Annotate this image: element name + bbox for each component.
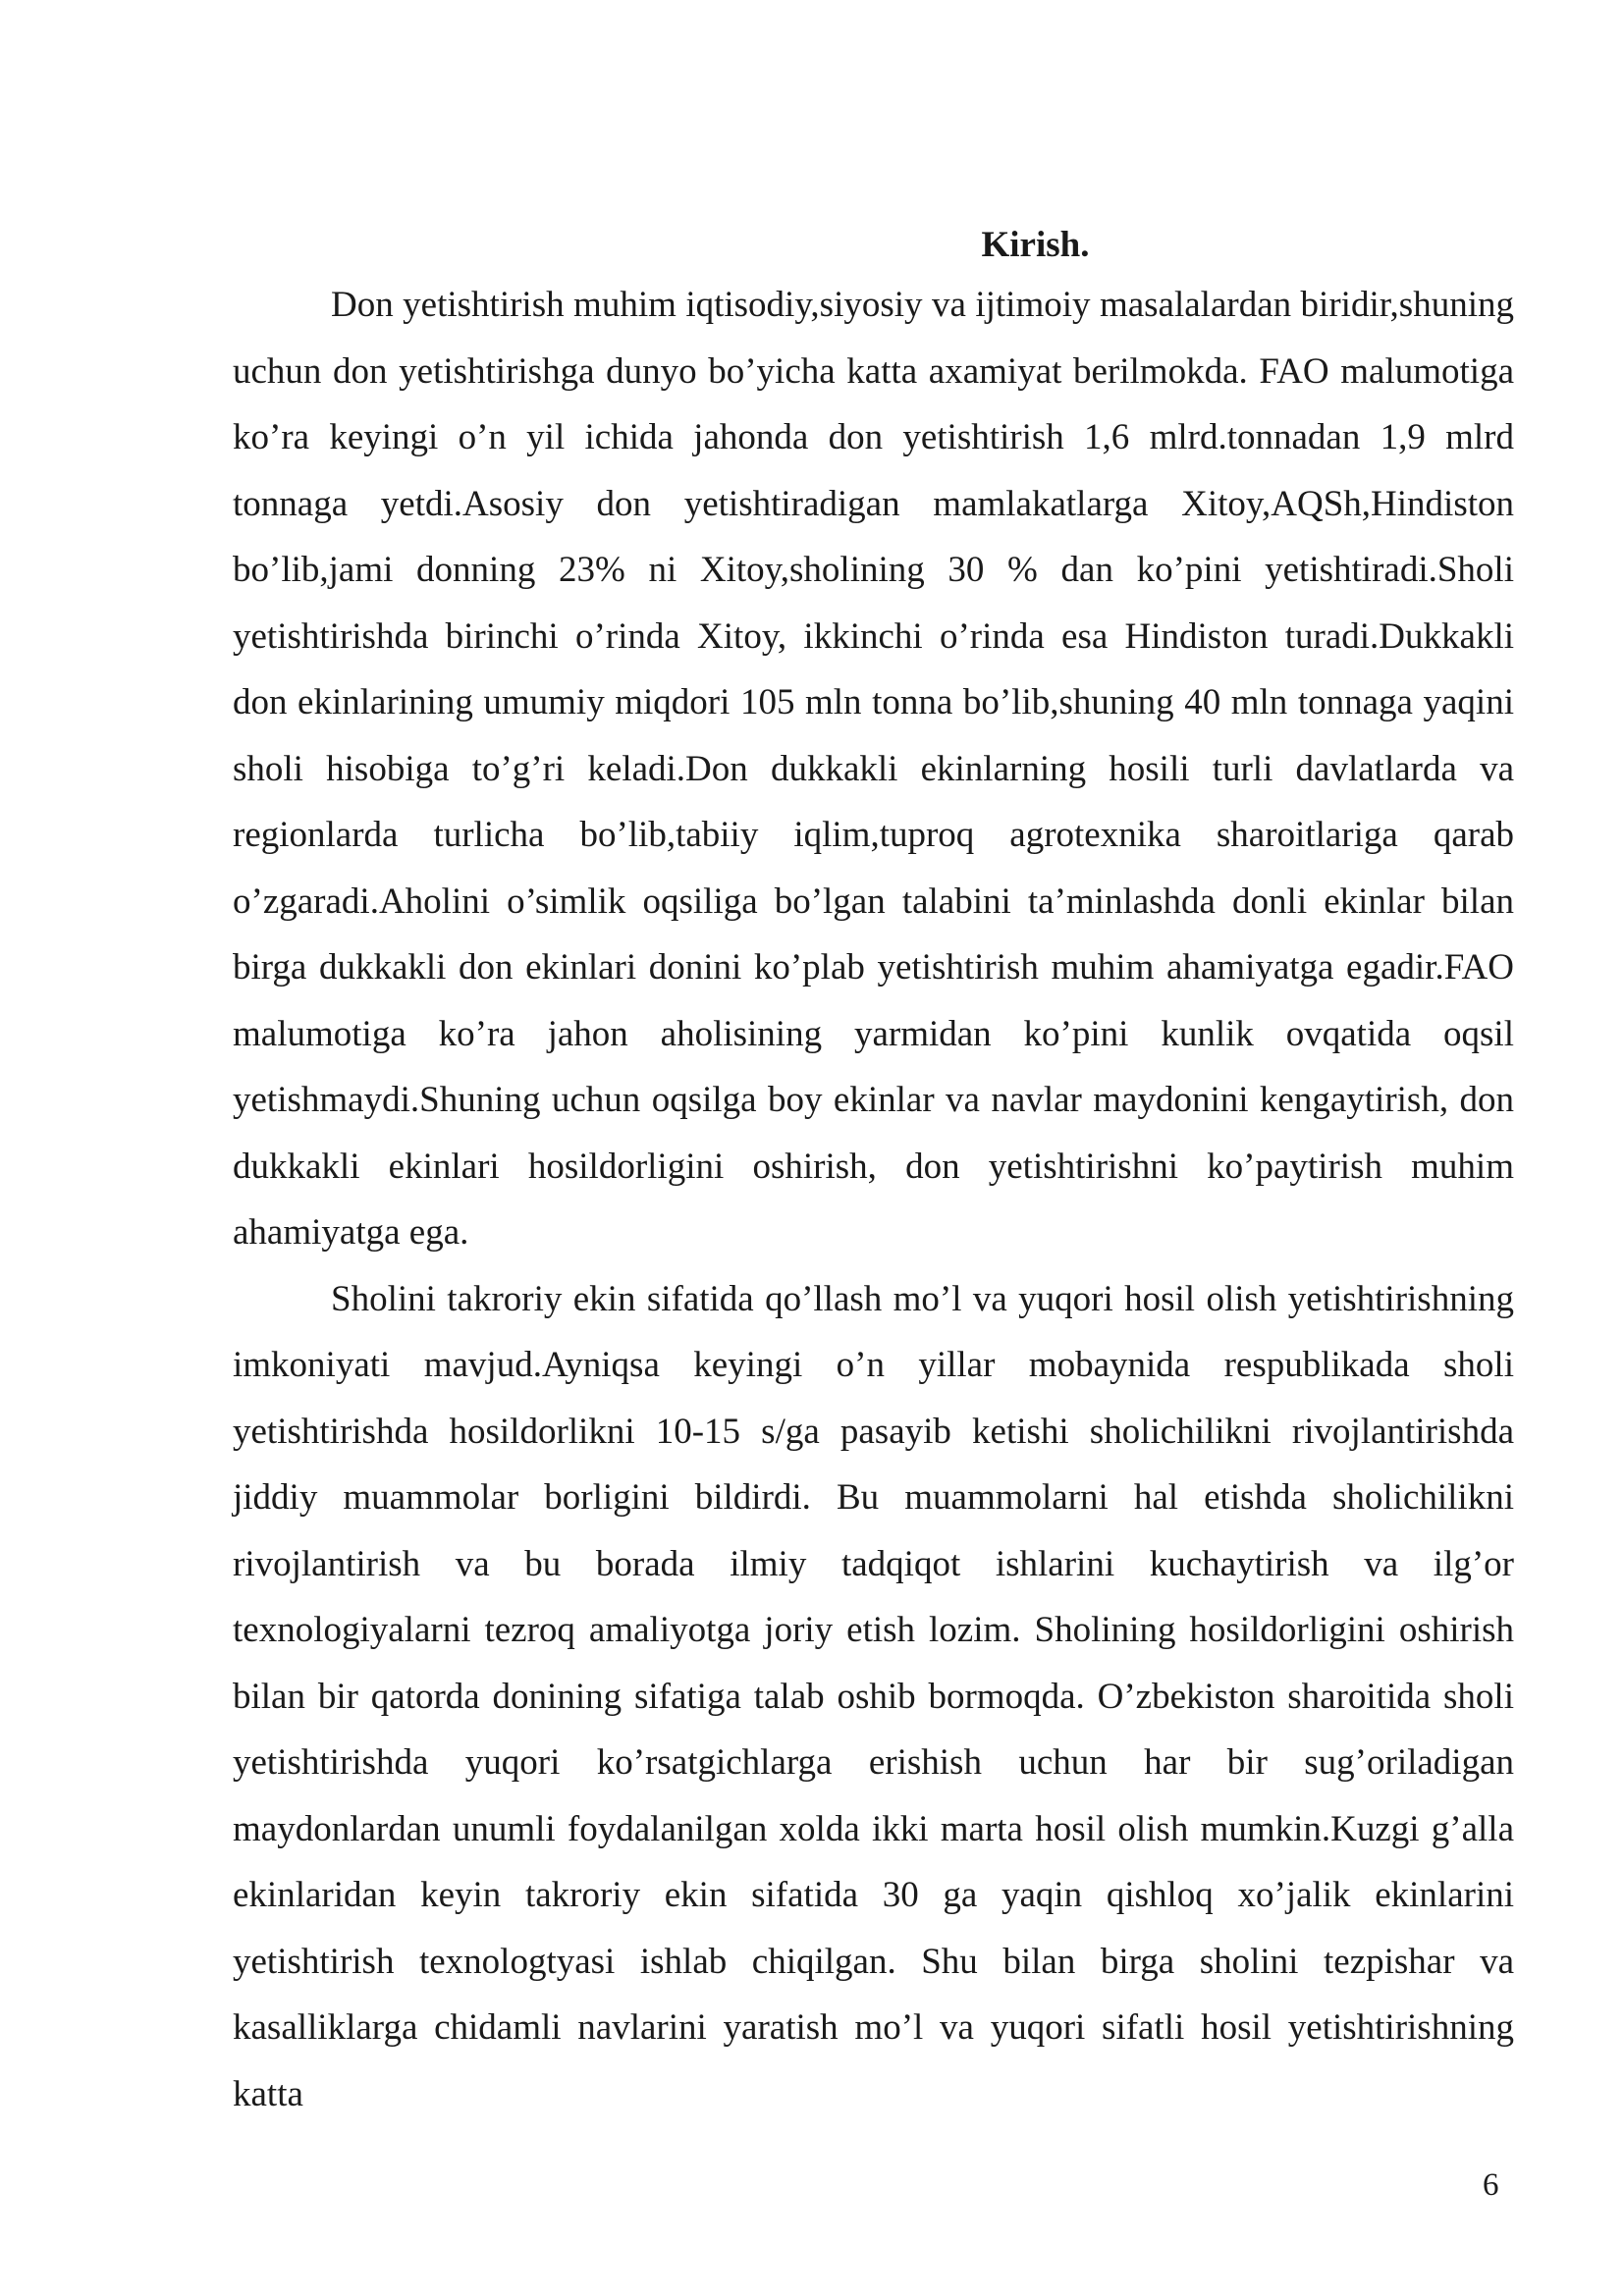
page-number: 6 bbox=[1483, 2167, 1499, 2203]
paragraph-1: Don yetishtirish muhim iqtisodiy,siyosiy va ijtimoiy masalalardan biridir,shuning uchun don yetishtirishga dunyo bo’yicha katta axamiyat berilmokda. FAO malumotiga ko’ra keyingi o’n yil ichida jahonda don yetishtirish 1,6 mlrd.tonnadan 1,9 mlrd tonnaga yetdi.Asosiy don yetishtiradigan mamlakatlarga Xitoy,AQSh,Hindiston bo’lib,jami donning 23% ni Xitoy,sholining 30 % dan ko’pini yetishtiradi.Sholi yetishtirishda birinchi o’rinda Xitoy, ikkinchi o’rinda esa Hindiston turadi.Dukkakli don ekinlarining umumiy miqdori 105 mln tonna bo’lib,shuning 40 mln tonnaga yaqini sholi hisobiga to’g’ri keladi.Don dukkakli ekinlarning hosili turli davlatlarda va regionlarda turlicha bo’lib,tabiiy iqlim,tuproq agrotexnika sharoitlariga qarab o’zgaradi.Aholini o’simlik oqsiliga bo’lgan talabini ta’minlashda donli ekinlar bilan birga dukkakli don ekinlari donini ko’plab yetishtirish muhim ahamiyatga egadir.FAO malumotiga ko’ra jahon aholisining yarmidan ko’pini kunlik ovqatida oqsil yetishmaydi.Shuning uchun oqsilga boy ekinlar va navlar maydonini kengaytirish, don dukkakli ekinlari hosildorligini oshirish, don yetishtirishni ko’paytirish muhim ahamiyatga ega. bbox=[233, 285, 1514, 1253]
page-body bbox=[233, 218, 1514, 2127]
paragraph-2: Sholini takroriy ekin sifatida qo’llash mo’l va yuqori hosil olish yetishtirishning imkoniyati mavjud.Ayniqsa keyingi o’n yillar mobaynida respublikada sholi yetishtirishda hosildorlikni 10-15 s/ga pasayib ketishi sholichilikni rivojlantirishda jiddiy muammolar borligini bildirdi. Bu muammolarni hal etishda sholichilikni rivojlantirish va bu borada ilmiy tadqiqot ishlarini kuchaytirish va ilg’or texnologiyalarni tezroq amaliyotga joriy etish lozim. Sholining hosildorligini oshirish bilan bir qatorda donining sifatiga talab oshib bormoqda. O’zbekiston sharoitida sholi yetishtirishda yuqori ko’rsatgichlarga erishish uchun har bir sug’oriladigan maydonlardan unumli foydalanilgan xolda ikki marta hosil olish mumkin.Kuzgi g’alla ekinlaridan keyin takroriy ekin sifatida 30 ga yaqin qishloq xo’jalik ekinlarini yetishtirish texnologtyasi ishlab chiqilgan. Shu bilan birga sholini tezpishar va kasalliklarga chidamli navlarini yaratish mo’l va yuqori sifatli hosil yetishtirishning katta bbox=[233, 1278, 1514, 2114]
section-title: Kirish. bbox=[981, 225, 1090, 265]
